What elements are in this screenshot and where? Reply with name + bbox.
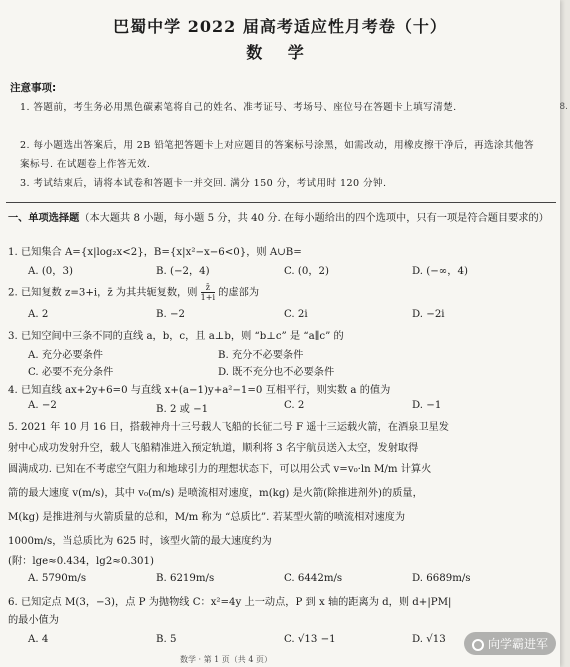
option-c: C. 6442m/s <box>284 573 343 584</box>
camera-icon <box>472 639 484 651</box>
section-title: 一、单项选择题 <box>8 213 80 224</box>
exam-subject: 数 学 <box>246 43 314 62</box>
option-c: C. 2 <box>284 400 305 411</box>
question-4-stem: 4. 已知直线 ax+2y+6=0 与直线 x+(a−1)y+a²−1=0 互相平行，则实数 a 的值为 <box>8 385 391 396</box>
question-6-line: 6. 已知定点 M(3，−3)，点 P 为抛物线 C：x²=4y 上一动点，P 到 x 轴的距离为 d，则 d+|PM| <box>8 597 452 608</box>
question-5-line: 箭的最大速度 v(m/s)，其中 v₀(m/s) 是喷流相对速度，m(kg) 是火箭(除推进剂外)的质量， <box>8 488 423 499</box>
question-5-line: 圆满成功. 已知在不考虑空气阻力和地球引力的理想状态下，可以用公式 v=v₀·ln M/m 计算火 <box>8 464 432 475</box>
notice-item: 2. 每小题选出答案后，用 2B 铅笔把答题卡上对应题目的答案标号涂黑，如需改动，用橡皮擦干净后，再选涂其他答案标号. 在试题卷上作答无效. <box>20 140 534 170</box>
option-c: C. √13 −1 <box>284 634 336 645</box>
fraction-denominator: 1+i <box>200 293 216 302</box>
notice-item: 3. 考试结束后，请将本试卷和答题卡一并交回. 满分 150 分，考试用时 120 分钟. <box>20 178 387 189</box>
question-3-options <box>28 346 448 382</box>
fraction-numerator: z̄ <box>201 283 215 293</box>
option-b: B. 充分不必要条件 <box>218 350 304 361</box>
option-a: A. 4 <box>28 634 49 645</box>
option-a: A. 充分必要条件 <box>28 350 103 361</box>
option-c: C. (0，2) <box>284 266 330 277</box>
watermark-text: 向学霸进军 <box>487 637 548 651</box>
option-d: D. 6689m/s <box>412 573 471 584</box>
question-5-options <box>28 573 548 589</box>
question-5-line: 射中心成功发射升空，载人飞船精准进入预定轨道，顺利将 3 名宇航员送入太空，发射取得 <box>8 443 419 454</box>
option-b: B. −2 <box>156 309 185 320</box>
question-6-line: 的最小值为 <box>8 615 59 626</box>
notice-item: 1. 答题前，考生务必用黑色碳素笔将自己的姓名、准考证号、考场号、座位号在答题卡上填写清楚. <box>20 102 457 113</box>
watermark-badge <box>464 632 556 655</box>
notice-heading: 注意事项: <box>10 82 57 94</box>
page-footer: 数学 · 第 1 页（共 4 页） <box>180 655 272 664</box>
question-5-note: (附：lge≈0.434，lg2≈0.301) <box>8 556 154 567</box>
option-d: D. 既不充分也不必要条件 <box>218 367 335 378</box>
option-c: C. 2i <box>284 309 308 320</box>
question-1-options <box>28 262 548 278</box>
option-a: A. 5790m/s <box>28 573 87 584</box>
question-5-line: M(kg) 是推进剂与火箭质量的总和，M/m 称为 “总质比”. 若某型火箭的喷流相对速度为 <box>8 512 406 523</box>
section-description: （本大题共 8 小题，每小题 5 分，共 40 分. 在每小题给出的四个选项中，只有一项是符合题目要求的） <box>79 213 549 224</box>
question-3-stem: 3. 已知空间中三条不同的直线 a，b，c，且 a⊥b，则 “b⊥c” 是 “a∥c” 的 <box>8 331 344 342</box>
question-4-options <box>28 400 548 416</box>
exam-title: 巴蜀中学 2022 届高考适应性月考卷（十） <box>113 17 447 36</box>
option-b: B. (−2，4) <box>156 266 210 277</box>
option-d: D. (−∞，4) <box>412 266 468 277</box>
option-b: B. 5 <box>156 634 177 645</box>
question-1-stem: 1. 已知集合 A={x|log₂x<2}，B={x|x²−x−6<0}，则 A∪B= <box>8 247 302 258</box>
option-d: D. −1 <box>412 400 442 411</box>
notice-section <box>6 72 556 203</box>
section-header <box>8 210 553 227</box>
option-a: A. (0，3) <box>28 266 73 277</box>
question-2-options <box>28 309 548 325</box>
question-2-text: 2. 已知复数 z=3+i，z̄ 为其共轭复数，则 <box>8 287 198 299</box>
option-a: A. −2 <box>28 400 57 411</box>
question-5-line: 5. 2021 年 10 月 16 日，搭载神舟十三号载人飞船的长征二号 F 遥十三运载火箭，在酒泉卫星发 <box>8 422 449 433</box>
option-d: D. −2i <box>412 309 445 320</box>
option-b: B. 2 或 −1 <box>156 404 209 415</box>
option-d: D. √13 <box>412 634 446 645</box>
option-a: A. 2 <box>28 309 49 320</box>
question-2-text-tail: 的虚部为 <box>218 287 260 299</box>
fraction <box>201 283 215 302</box>
question-5-line: 1000m/s，当总质比为 625 时，该型火箭的最大速度约为 <box>8 536 272 547</box>
question-2-stem <box>8 283 553 302</box>
option-b: B. 6219m/s <box>156 573 215 584</box>
option-c: C. 必要不充分条件 <box>28 367 114 378</box>
next-page-edge-mark: 8. <box>559 102 568 112</box>
